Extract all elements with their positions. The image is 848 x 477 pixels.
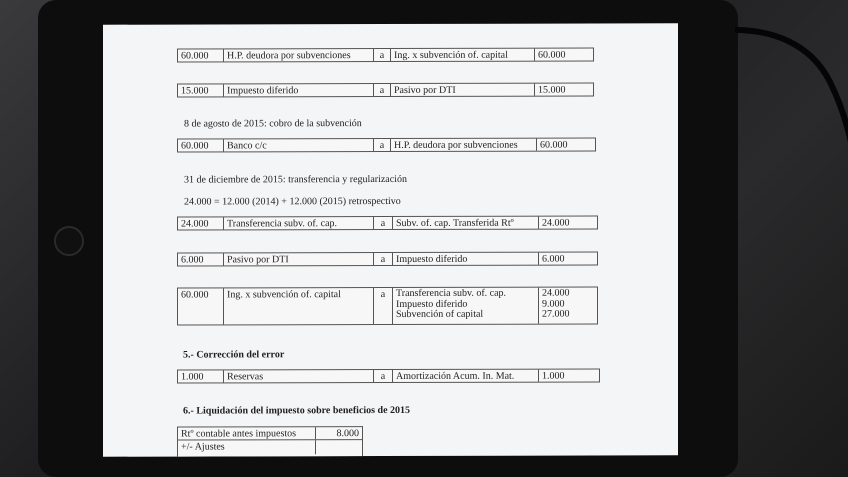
a-separator: a — [374, 49, 391, 61]
home-button[interactable] — [54, 226, 84, 256]
credit-amount: 27.000 — [542, 308, 570, 320]
debit-account: Pasivo por DTI — [224, 253, 374, 265]
a-separator: a — [374, 139, 391, 151]
transferencia-caption: 31 de diciembre de 2015: transferencia y regularización — [184, 173, 407, 186]
credit-account: H.P. deudora por subvenciones — [391, 139, 537, 151]
document-screen — [103, 23, 678, 457]
credit-account: Impuesto diferido — [396, 298, 468, 310]
a-separator: a — [374, 84, 391, 96]
journal-entry — [177, 82, 594, 97]
section-heading-5: 5.- Corrección del error — [183, 349, 285, 361]
credit-amounts — [539, 287, 597, 323]
a-separator: a — [374, 217, 393, 229]
debit-amount: 1.000 — [178, 370, 224, 382]
journal-entry — [177, 368, 600, 383]
row-value: 8.000 — [336, 428, 359, 440]
credit-account: Amortización Acum. In. Mat. — [393, 370, 539, 382]
credit-amount: 1.000 — [542, 370, 565, 382]
section-heading-6: 6.- Liquidación del impuesto sobre beneficios de 2015 — [183, 404, 411, 417]
credit-account: Subv. of. cap. Transferida Rtº — [393, 217, 539, 229]
credit-account: Pasivo por DTI — [391, 84, 535, 96]
journal-entry — [177, 137, 596, 152]
credit-account: Subvención of capital — [396, 308, 484, 320]
debit-account: Transferencia subv. of. cap. — [224, 217, 374, 229]
debit-account: H.P. deudora por subvenciones — [224, 49, 374, 61]
charging-cable — [730, 22, 848, 182]
a-separator: a — [374, 370, 393, 382]
a-separator: a — [374, 253, 393, 265]
debit-amount: 24.000 — [178, 217, 224, 229]
debit-amount: 60.000 — [178, 139, 224, 151]
credit-amount: 60.000 — [538, 49, 566, 61]
debit-account: Banco c/c — [224, 139, 374, 151]
credit-amount: 24.000 — [542, 287, 570, 299]
table-row — [178, 440, 362, 454]
credit-amount: 9.000 — [542, 298, 565, 310]
credit-account: Ing. x subvención of. capital — [391, 49, 535, 61]
credit-accounts — [393, 288, 539, 324]
a-separator: a — [374, 288, 393, 324]
journal-entry — [177, 215, 598, 230]
journal-entry-multi — [177, 286, 598, 325]
debit-amount: 15.000 — [178, 84, 224, 96]
credit-amount: 6.000 — [542, 253, 565, 265]
row-value — [316, 440, 362, 454]
credit-amount: 24.000 — [542, 217, 570, 229]
debit-amount: 60.000 — [178, 288, 224, 324]
debit-account: Ing. x subvención of. capital — [224, 288, 374, 324]
credit-amount: 15.000 — [538, 84, 566, 96]
debit-account: Reservas — [224, 370, 374, 382]
liquidacion-table — [177, 426, 363, 457]
row-label: +/- Ajustes — [178, 440, 316, 454]
credit-amount: 60.000 — [540, 139, 568, 151]
credit-account: Transferencia subv. of. cap. — [396, 287, 507, 299]
row-label: Rtº contable antes impuestos — [178, 427, 316, 439]
journal-entry — [177, 47, 594, 62]
debit-amount: 6.000 — [178, 253, 224, 265]
debit-account: Impuesto diferido — [224, 84, 374, 96]
credit-account: Impuesto diferido — [393, 253, 539, 265]
cobro-caption: 8 de agosto de 2015: cobro de la subvención — [184, 118, 362, 130]
formula-text: 24.000 = 12.000 (2014) + 12.000 (2015) retrospectivo — [184, 195, 401, 208]
table-row — [178, 427, 362, 440]
journal-entry — [177, 251, 598, 266]
debit-amount: 60.000 — [178, 49, 224, 61]
